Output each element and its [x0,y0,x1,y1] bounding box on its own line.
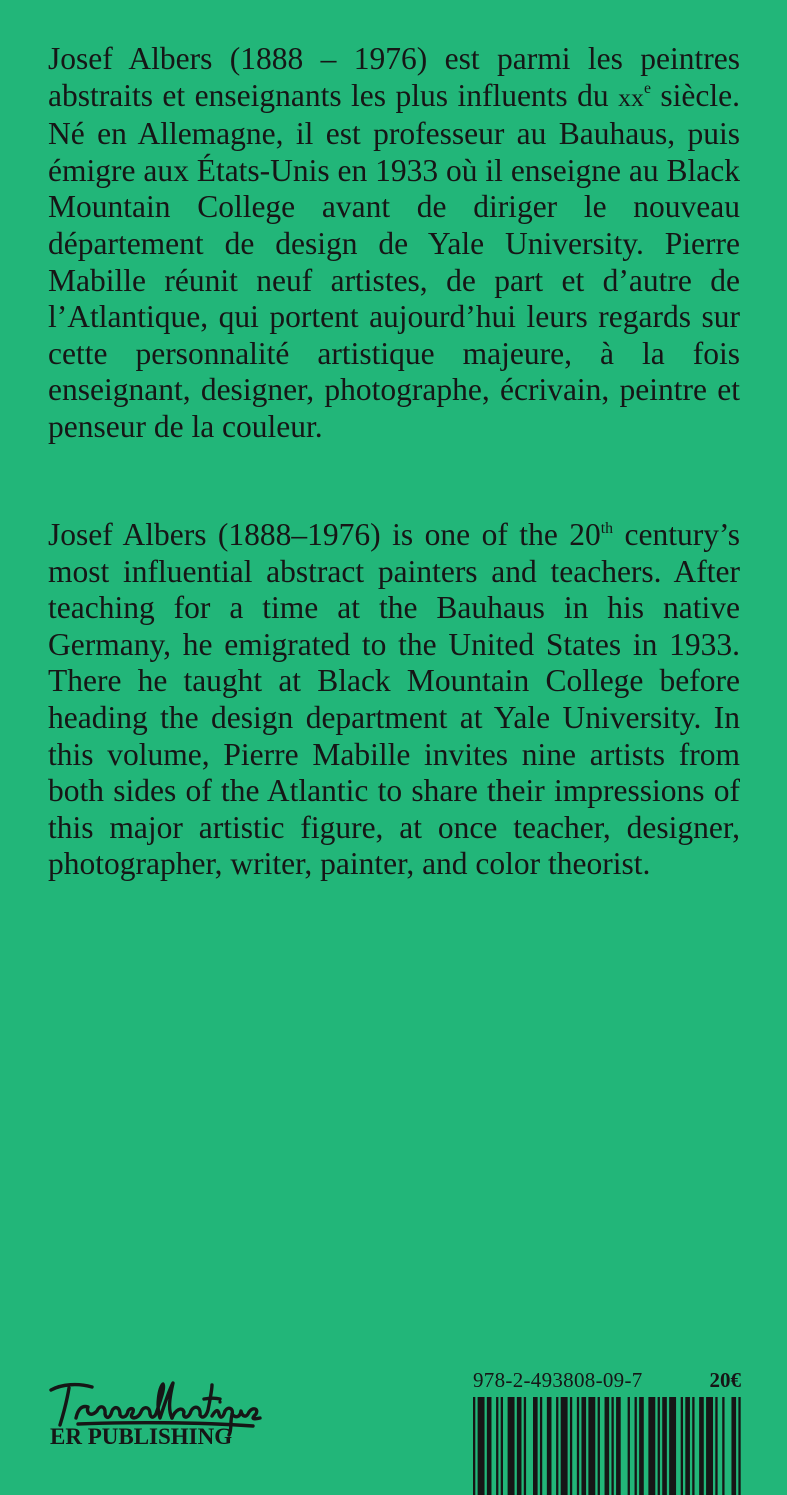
barcode-bar [669,1397,676,1495]
barcode-bar [706,1397,713,1495]
english-blurb-text-2: century’s most influential abstract painters and teachers. After teaching for a time at the Bauhaus in his native Germany, he emigrated to the United States in 1933. There he taught at Black Mountain College before heading the design department at Yale University. In this volume, Pierre Mabille invites nine artists from both sides of the Atlantic to share their impressions of this major artistic figure, at once teacher, designer, photographer, writer, painter, and color theorist. [48,517,740,882]
barcode-bar [524,1397,526,1495]
barcode-bar [648,1397,655,1495]
barcode-bar [658,1397,660,1495]
barcode-bar [738,1397,740,1495]
barcode-bar [685,1397,690,1495]
price-label: 20€ [709,1368,741,1392]
barcode-bar [662,1397,667,1495]
barcode-bar [581,1397,586,1495]
barcode-bar [639,1397,644,1495]
century-numeral: xx [618,82,644,112]
barcode-bar [605,1397,610,1495]
barcode-bar [533,1397,538,1495]
barcode-bar [508,1397,515,1495]
barcode-bar [731,1397,736,1495]
barcode-bar [588,1397,595,1495]
barcode-bar [478,1397,485,1495]
barcode-icon [473,1397,743,1495]
barcode-bar [496,1397,498,1495]
barcode-bar [628,1397,630,1495]
barcode-bar [699,1397,704,1495]
barcode-bar [715,1397,717,1495]
barcode-bar [681,1397,683,1495]
barcode-bar [616,1397,621,1495]
barcode-bar [473,1397,475,1495]
barcode-bar [547,1397,552,1495]
publisher-logo [44,1378,274,1458]
french-blurb [48,41,740,446]
isbn-number: 978-2-493808-09-7 [473,1368,643,1392]
english-blurb [48,517,740,883]
french-blurb-text-1: Josef Albers (1888 – 1976) est parmi les peintres abstraits et enseignants les plus influents du [48,41,740,113]
barcode-bar [556,1397,558,1495]
barcode-bar [577,1397,579,1495]
barcode-bar [692,1397,694,1495]
ordinal-suffix: th [600,519,614,537]
century-suffix: e [643,80,651,98]
barcode-bar [487,1397,492,1495]
barcode-bar [570,1397,572,1495]
imprint-name: ER PUBLISHING [50,1424,233,1449]
barcode-bar [517,1397,522,1495]
barcode-bar [540,1397,542,1495]
barcode-bar [635,1397,637,1495]
barcode-bar [722,1397,724,1495]
french-blurb-text-2: siècle. Né en Allemagne, il est professeur au Bauhaus, puis émigre aux États-Unis en 1933 où il enseigne au Black Mountain College avant de diriger le nouveau département de design de Yale University. Pierre Mabille réunit neuf artistes, de part et d’autre de l’Atlantique, qui portent aujourd’hui leurs regards sur cette personnalité artistique majeure, à la fois enseignant, designer, photographe, écrivain, peintre et penseur de la couleur. [48,77,740,444]
barcode-bar [501,1397,503,1495]
barcode-bar [598,1397,600,1495]
barcode-bar [611,1397,613,1495]
isbn-block [471,1367,743,1495]
english-blurb-text-1: Josef Albers (1888–1976) is one of the 20 [48,517,601,552]
barcode-bar [561,1397,568,1495]
